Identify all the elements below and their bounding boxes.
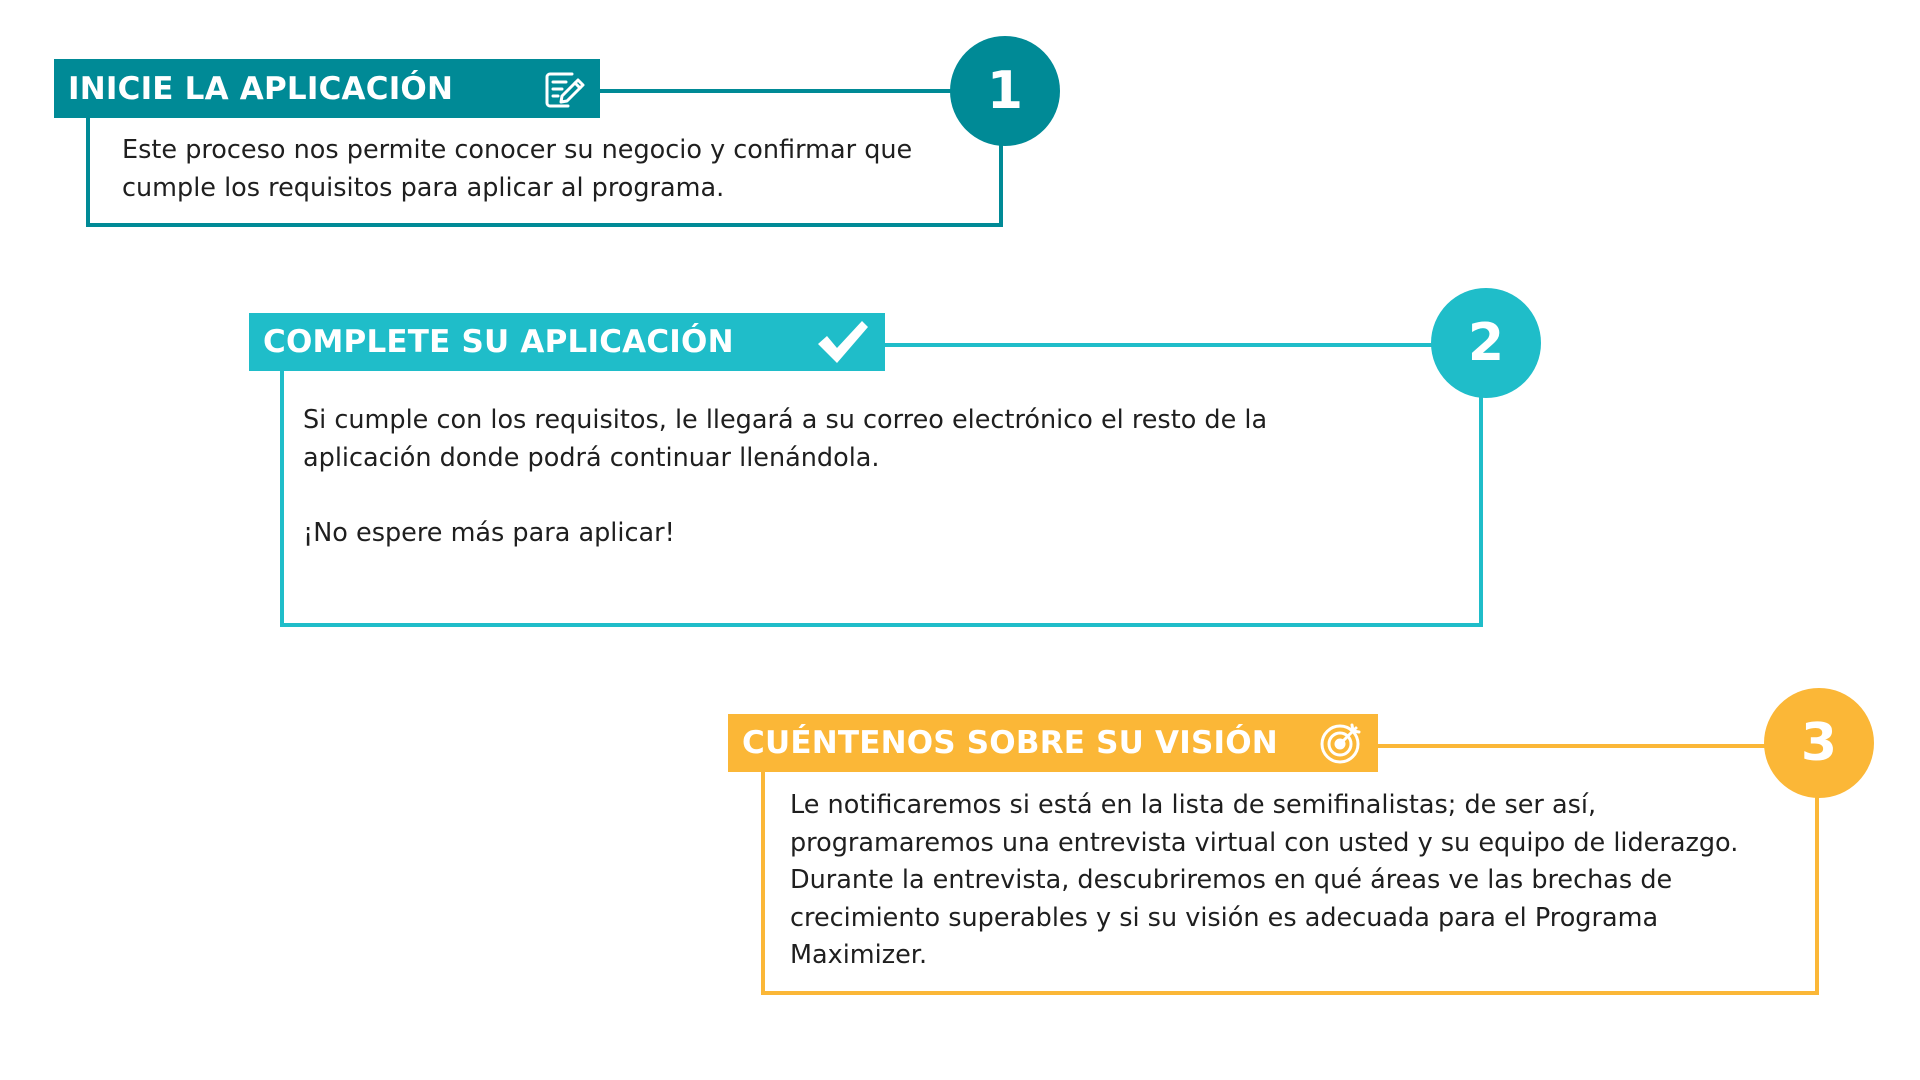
step-3-description-paragraph: Le notificaremos si está en la lista de semifinalistas; de ser así, programaremos una entrevista virtual con usted y su equipo de liderazgo. Durante la entrevista, descubriremos en qué áreas ve las brechas de crecimiento superables y si su visión es adecuada para el Programa Maximizer. bbox=[790, 790, 1739, 970]
step-1-description bbox=[122, 132, 942, 207]
step-1-connector bbox=[600, 89, 952, 93]
step-2-description bbox=[303, 402, 1383, 552]
step-1-title: INICIE LA APLICACIÓN bbox=[68, 70, 454, 107]
step-2-description-paragraph: ¡No espere más para aplicar! bbox=[303, 517, 675, 548]
step-2-description-paragraph: Si cumple con los requisitos, le llegará a su correo electrónico el resto de la aplicación donde podrá continuar llenándola. bbox=[303, 405, 1268, 473]
step-3-connector bbox=[1378, 744, 1768, 748]
step-1-description-paragraph: Este proceso nos permite conocer su negocio y confirmar que cumple los requisitos para aplicar al programa. bbox=[122, 135, 913, 203]
step-1-number-badge: 1 bbox=[950, 36, 1060, 146]
step-3-title: CUÉNTENOS SOBRE SU VISIÓN bbox=[742, 725, 1278, 761]
step-2-header bbox=[249, 313, 885, 371]
form-edit-icon bbox=[542, 67, 586, 111]
step-1-header bbox=[54, 59, 600, 118]
step-3-header bbox=[728, 714, 1378, 772]
step-3-description bbox=[790, 787, 1790, 975]
step-3-number-badge: 3 bbox=[1764, 688, 1874, 798]
target-icon bbox=[1318, 720, 1364, 766]
checkmark-icon bbox=[815, 318, 871, 366]
step-2-number-badge: 2 bbox=[1431, 288, 1541, 398]
step-2-connector bbox=[885, 343, 1435, 347]
step-2-title: COMPLETE SU APLICACIÓN bbox=[263, 324, 734, 360]
